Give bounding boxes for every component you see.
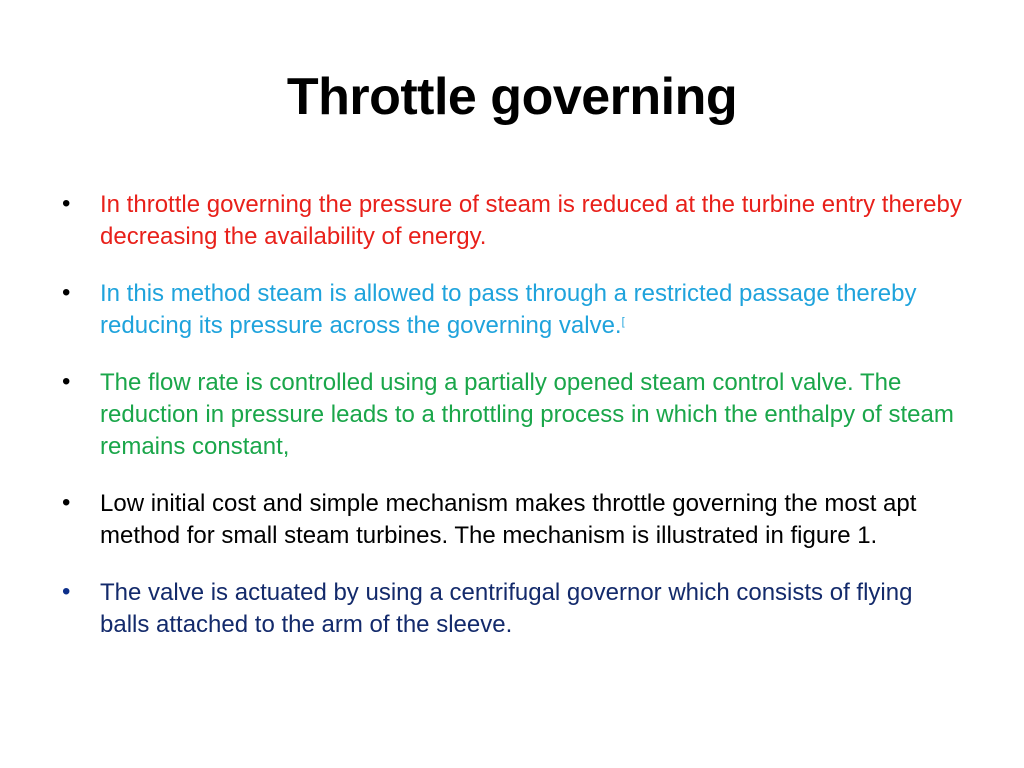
bullet-item — [62, 189, 962, 253]
bullet-dot-icon: • — [62, 190, 71, 217]
bullet-dot-icon: • — [62, 279, 71, 306]
bullet-text: In throttle governing the pressure of steam is reduced at the turbine entry thereby decreasing the availability of energy. — [100, 191, 962, 250]
reference-mark: [ — [621, 316, 625, 328]
bullet-item — [62, 488, 962, 552]
bullet-dot-icon: • — [62, 368, 71, 395]
bullet-item — [62, 577, 962, 641]
bullet-dot-icon: • — [62, 578, 71, 605]
bullet-text: The valve is actuated by using a centrifugal governor which consists of flying balls attached to the arm of the sleeve. — [100, 579, 913, 638]
bullet-text: Low initial cost and simple mechanism makes throttle governing the most apt method for small steam turbines. The mechanism is illustrated in figure 1. — [100, 490, 917, 549]
bullet-list — [62, 189, 962, 666]
bullet-dot-icon: • — [62, 489, 71, 516]
bullet-text: The flow rate is controlled using a partially opened steam control valve. The reduction in pressure leads to a throttling process in which the enthalpy of steam remains constant, — [100, 369, 954, 460]
bullet-item — [62, 278, 962, 342]
slide-title: Throttle governing — [286, 68, 738, 126]
bullet-text: In this method steam is allowed to pass through a restricted passage thereby reducing its pressure across the governing valve. — [100, 280, 917, 339]
bullet-item — [62, 367, 962, 463]
